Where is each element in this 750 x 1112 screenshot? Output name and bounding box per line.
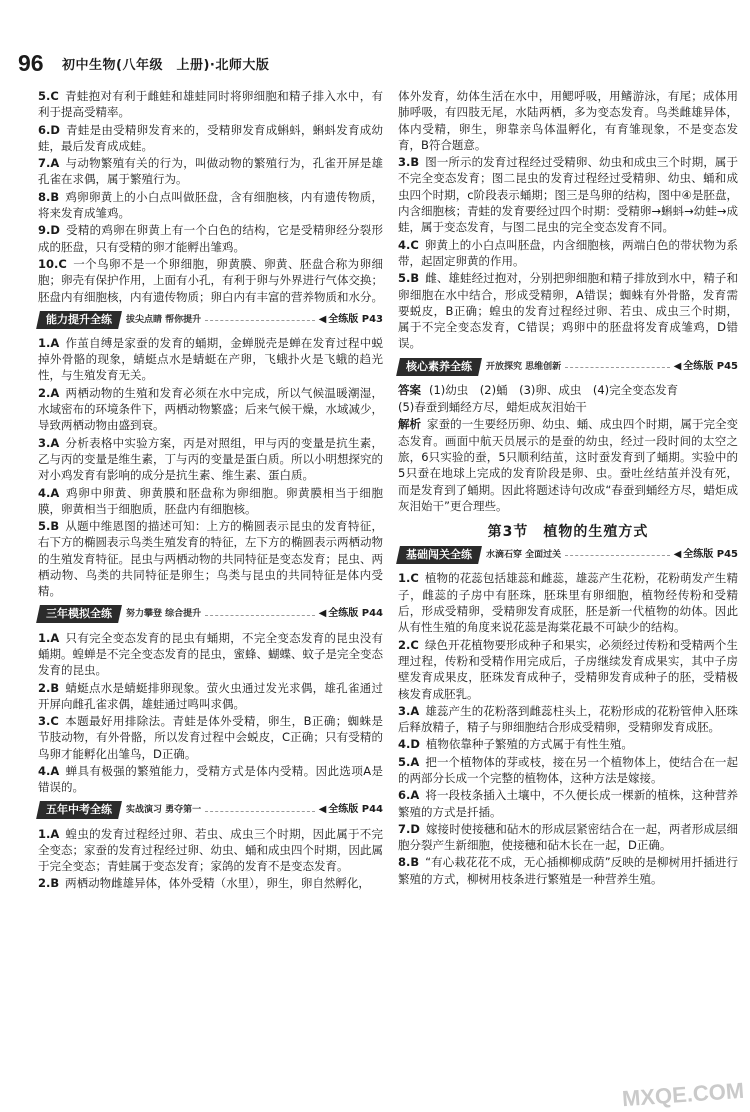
divider <box>565 554 669 556</box>
answer-text: “有心栽花花不成，无心插柳柳成荫”反映的是柳树用扦插进行繁殖的方式，柳树用枝条进行繁殖是一种营养生殖。 <box>398 855 738 886</box>
page-number: 96 <box>18 50 44 76</box>
answer-text: 只有完全变态发育的昆虫有蛹期，不完全变态发育的昆虫没有蛹期。蝗蝉是不完全变态发育的昆虫，蜜蜂、蝴蝶、蚊子是完全变态发育的昆虫。 <box>38 630 383 678</box>
explanation-block <box>398 416 738 514</box>
answer-number: 4.D <box>398 737 420 752</box>
section-ref: ◀ 全练版 P44 <box>318 608 383 620</box>
answer-item <box>38 713 383 762</box>
answer-item <box>38 88 383 121</box>
section-bar-ability <box>38 311 383 329</box>
answer-item <box>398 570 738 635</box>
answer-block <box>398 382 738 398</box>
answer-list-simulation <box>38 630 383 796</box>
answer-text: 蝉具有极强的繁殖能力，受精方式是体内受精。因此选项A是错误的。 <box>38 763 383 795</box>
answer-text: 分析表格中实验方案，丙是对照组，甲与丙的变量是抗生素，乙与丙的变量是维生素，丁与丙的变量是蛋白质。所以小明想探究的对小鸡发育有影响的成分是抗生素、维生素、蛋白质。 <box>38 435 383 483</box>
answer-text: 雌、雄蛙经过抱对，分别把卵细胞和精子排放到水中，精子和卵细胞在水中结合，形成受精卵，A错误；蜘蛛有外骨骼，发育需要蜕皮，B正确；蝗虫的发育过程经过卵、若虫、成虫三个时期，属于不完全变态发育，C错误；鸡卵中的胚盘将发育成雏鸡，D错误。 <box>398 271 738 351</box>
answer-number: 4.A <box>38 485 60 500</box>
section-ref: ◀ 全练版 P45 <box>673 549 738 561</box>
answer-item <box>38 763 383 796</box>
answer-text: 鸡卵卵黄上的小白点叫做胚盘，含有细胞核，内有遗传物质，将来发育成雏鸡。 <box>38 189 383 221</box>
answer-text: 与动物繁殖有关的行为，叫做动物的繁殖行为，孔雀开屏是雄孔雀在求偶，属于繁殖行为。 <box>38 156 383 187</box>
answer-item <box>398 237 738 270</box>
answer-item <box>398 270 738 351</box>
section-tag: 能力提升全练 <box>36 311 122 329</box>
answer-line-1: (1)幼虫 (2)蛹 (3)卵、成虫 (4)完全变态发育 <box>429 382 679 397</box>
explanation-label: 解析 <box>398 417 422 432</box>
answer-number: 5.B <box>38 519 60 534</box>
answer-number: 1.C <box>398 571 419 586</box>
watermark: MXQE.COM <box>621 1077 745 1112</box>
answer-number: 2.A <box>38 385 60 400</box>
answer-text: 嫁接时使接穗和砧木的形成层紧密结合在一起，两者形成层细胞分裂产生新细胞，使接穗和砧木长在一起，D正确。 <box>398 821 738 853</box>
answer-item <box>38 189 383 222</box>
answer-list-top-left <box>38 88 383 305</box>
section-tag: 五年中考全练 <box>36 801 122 819</box>
answer-text: 绿色开花植物要形成种子和果实，必须经过传粉和受精两个生理过程，传粉和受精作用完成后，子房继续发育成果实，其中子房壁发育成果皮，胚珠发育成种子，受精卵发育成种子的胚，受精极核发育成胚乳。 <box>398 637 738 701</box>
answer-number: 7.A <box>38 156 60 171</box>
answer-number: 1.A <box>38 630 60 645</box>
answer-text: 卵黄上的小白点叫胚盘，内含细胞核，两端白色的带状物为系带，起固定卵黄的作用。 <box>398 237 738 268</box>
answer-number: 5.C <box>38 89 59 103</box>
answer-number: 5.B <box>398 271 420 286</box>
answer-text: 作茧自缚是家蚕的发育的蛹期，金蝉脱壳是蝉在发育过程中蜕掉外骨骼的现象，蜻蜓点水是蜻蜓在产卵，飞蛾扑火是飞蛾的趋光性，与生殖发育无关。 <box>38 335 383 383</box>
answer-label: 答案 <box>398 382 421 397</box>
answer-item <box>398 736 738 752</box>
answer-list-ability <box>38 335 383 600</box>
page-header <box>0 0 750 84</box>
answer-number: 3.B <box>398 155 420 170</box>
arrow-icon: ◀ <box>318 608 327 620</box>
answer-text: 青蛙是由受精卵发育来的，受精卵发育成蝌蚪，蝌蚪发育成幼蛙，最后发育成成蛙。 <box>38 122 383 153</box>
answer-list-basic <box>398 570 738 887</box>
section-ref: ◀ 全练版 P43 <box>318 313 383 325</box>
section-bar-simulation <box>38 606 383 624</box>
answer-item <box>38 680 383 713</box>
answer-text: 蜻蜓点水是蜻蜓排卵现象。萤火虫通过发光求偶，雄孔雀通过开屏向雌孔雀求偶，雄蛙通过鸣叫求偶。 <box>38 680 383 711</box>
answer-list-exam <box>38 826 383 892</box>
answer-text: 两栖动物雌雄异体，体外受精（水里），卵生，卵自然孵化， <box>65 876 370 891</box>
answer-item <box>38 155 383 188</box>
arrow-icon: ◀ <box>673 360 682 372</box>
answer-text: 一个鸟卵不是一个卵细胞，卵黄膜、卵黄、胚盘合称为卵细胞；卵壳有保护作用，上面有小孔，有利于卵与外界进行气体交换；胚盘内有细胞核，内有遗传物质；卵白内有丰富的营养物质和水分。 <box>38 256 383 304</box>
answer-text: 植物依靠种子繁殖的方式属于有性生殖。 <box>425 737 633 752</box>
left-column <box>38 88 383 893</box>
section-title: 第3节 植物的生殖方式 <box>487 524 649 541</box>
answer-item <box>38 222 383 255</box>
answer-text: 青蛙抱对有利于雌蛙和雄蛙同时将卵细胞和精子排入水中，有利于提高受精率。 <box>38 89 383 120</box>
answer-number: 8.B <box>398 855 420 870</box>
answer-item <box>398 787 738 820</box>
answer-text: 两栖动物的生殖和发育必须在水中完成，所以气候温暖潮湿，水域密布的环境条件下，两栖动物繁盛；后来气候干燥，水域减少，导致两栖动物由盛到衰。 <box>38 385 383 433</box>
answer-item <box>38 518 383 599</box>
section-ref: ◀ 全练版 P44 <box>318 804 383 816</box>
answer-item <box>38 485 383 518</box>
section-tag: 基础闯关全练 <box>396 546 482 564</box>
answer-number: 3.C <box>38 714 59 729</box>
answer-item <box>398 637 738 702</box>
divider <box>205 614 314 616</box>
answer-number: 5.A <box>398 754 420 769</box>
answer-text: 受精的鸡卵在卵黄上有一个白色的结构，它是受精卵经分裂形成的胚盘，只有受精的卵才能孵出雏鸡。 <box>38 223 383 254</box>
answer-item <box>398 854 738 887</box>
divider <box>205 319 314 321</box>
answer-list-top-right <box>398 88 738 352</box>
answer-text: 鸡卵中卵黄、卵黄膜和胚盘称为卵细胞。卵黄膜相当于细胞膜，卵黄相当于细胞质，胚盘内有细胞核。 <box>38 485 383 516</box>
answer-item <box>38 435 383 484</box>
answer-text: 从题中维恩图的描述可知：上方的椭圆表示昆虫的发育特征，右下方的椭圆表示鸟类生殖发育的特征，左下方的椭圆表示两栖动物的生殖发育特征。昆虫与两栖动物的共同特征是变态发育；昆虫、两栖动物、鸟类的共同特征是卵生；鸟类与昆虫的共同特征是体内受精。 <box>38 519 383 599</box>
arrow-icon: ◀ <box>318 804 327 816</box>
section-bar-exam <box>38 802 383 820</box>
answer-number: 6.A <box>398 788 420 803</box>
answer-text: 把一个植物体的芽或枝，接在另一个植物体上，使结合在一起的两部分长成一个完整的植物体，这种方法是嫁接。 <box>398 754 738 785</box>
answer-text: 雄蕊产生的花粉落到雌蕊柱头上，花粉形成的花粉管伸入胚珠后释放精子，精子与卵细胞结合形成受精卵，受精卵发育成胚。 <box>398 703 738 735</box>
answer-number: 9.D <box>38 223 60 238</box>
answer-item <box>38 256 383 305</box>
answer-item <box>398 154 738 235</box>
answer-number: 4.C <box>398 237 419 252</box>
answer-item <box>38 385 383 434</box>
section-bar-core <box>398 358 738 376</box>
answer-line-2: (5)春蚕到蛹经方尽，蜡炬成灰泪始干 <box>398 400 587 415</box>
right-column <box>398 88 738 888</box>
answer-number: 10.C <box>38 256 67 271</box>
section-subtitle: 拔尖点睛 帮你提升 <box>126 314 202 325</box>
answer-text: 图一所示的发育过程经过受精卵、幼虫和成虫三个时期，属于不完全变态发育；图二昆虫的发育过程经过受精卵、幼虫、蛹和成虫四个时期，c阶段表示蛹期；图三是鸟卵的结构，图中④是胚盘，内含细胞核；青蛙的发育要经过四个时期：受精卵→蝌蚪→幼蛙→成蛙，属于变态发育，与图二昆虫的完全变态发育不同。 <box>398 155 738 235</box>
answer-number: 4.A <box>38 763 60 778</box>
answer-item <box>38 122 383 155</box>
section-subtitle: 开放探究 思维创新 <box>486 361 562 372</box>
answer-number: 3.A <box>398 703 420 718</box>
divider <box>565 366 669 368</box>
answer-number: 2.B <box>38 876 60 891</box>
answer-text: 蝗虫的发育过程经过卵、若虫、成虫三个时期，因此属于不完全变态；家蚕的发育过程经过卵、幼虫、蛹和成虫四个时期，因此属于完全变态；青蛙属于变态发育；家鸽的发育不是变态发育。 <box>38 826 383 874</box>
answer-item <box>398 88 738 153</box>
answer-number: 8.B <box>38 189 60 204</box>
answer-text: 本题最好用排除法。青蛙是体外受精，卵生，B正确；蜘蛛是节肢动物，有外骨骼，所以发育过程中会蜕皮，C正确；只有受精的鸟卵才能孵化出雏鸟，D正确。 <box>38 714 383 761</box>
answer-item <box>38 875 383 891</box>
answer-item <box>398 703 738 736</box>
answer-number: 1.A <box>38 826 60 841</box>
section-tag: 核心素养全练 <box>396 358 482 376</box>
answer-number: 2.C <box>398 637 419 652</box>
answer-item <box>398 754 738 787</box>
book-title: 初中生物(八年级 上册)·北师大版 <box>62 58 270 73</box>
arrow-icon: ◀ <box>673 549 682 561</box>
section-ref: ◀ 全练版 P45 <box>673 360 738 372</box>
section-bar-basic <box>398 546 738 564</box>
answer-item <box>38 335 383 384</box>
section-subtitle: 实战演习 勇夺第一 <box>126 805 202 816</box>
section-subtitle: 努力攀登 综合提升 <box>126 609 202 620</box>
answer-text: 植物的花蕊包括雄蕊和雌蕊，雄蕊产生花粉，花粉萌发产生精子，雌蕊的子房中有胚珠，胚珠里有卵细胞，植物经传粉和受精后，形成受精卵，受精卵发育成胚，胚是新一代植物的幼体。因此从有性生殖的角度来说花蕊是海棠花最不可缺少的结构。 <box>398 571 738 635</box>
answer-number: 1.A <box>38 335 60 350</box>
answer-text: 体外发育，幼体生活在水中，用鳃呼吸，用鳍游泳，有尾；成体用肺呼吸，有四肢无尾，水陆两栖，多为变态发育。鸟类雌雄异体，体内受精，卵生，卵靠亲鸟体温孵化，有育雏现象，不是变态发育，B符合题意。 <box>398 89 738 152</box>
answer-text: 将一段枝条插入土壤中，不久便长成一棵新的植株，这种营养繁殖的方式是扦插。 <box>398 788 738 819</box>
section-subtitle: 水滴石穿 全面过关 <box>486 550 562 561</box>
arrow-icon: ◀ <box>318 313 327 325</box>
answer-item <box>398 821 738 854</box>
explanation-text: 家蚕的一生要经历卵、幼虫、蛹、成虫四个时期，属于完全变态发育。画面中航天员展示的是蚕的幼虫，经过一段时间的太空之旅，6只实验的蚕，5只顺利结茧，这时蚕发育到了蛹期。实验中的5只蚕在地球上完成的发育阶段是卵、虫。蚕吐丝结茧并没有死，而是发育到了蛹期。因此将题述诗句改成“春蚕到蛹经方尽，蜡炬成灰泪始干”更合理些。 <box>398 417 739 513</box>
answer-item <box>38 826 383 875</box>
answer-item <box>38 630 383 679</box>
answer-number: 6.D <box>38 122 60 137</box>
answer-number: 7.D <box>398 821 420 836</box>
divider <box>205 810 314 812</box>
section-tag: 三年模拟全练 <box>36 605 122 623</box>
answer-number: 3.A <box>38 435 60 450</box>
answer-number: 2.B <box>38 680 60 695</box>
